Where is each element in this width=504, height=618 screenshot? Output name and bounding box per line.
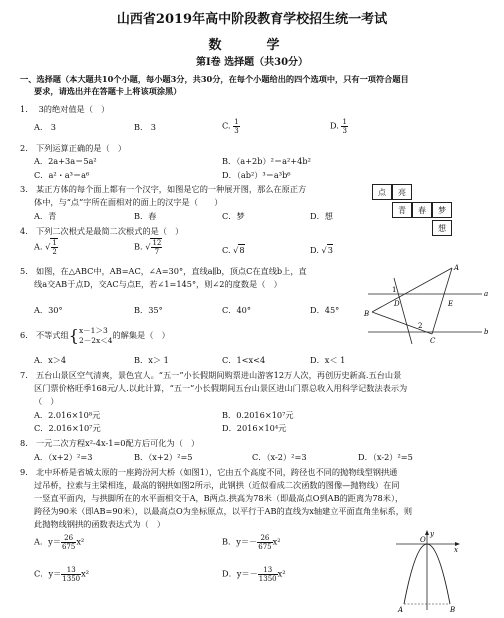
q8-stem: 8. 一元二次方程x²-4x-1=0配方后可化为（ ） — [20, 438, 200, 448]
q5-line1: 5. 如图，在△ABC中，AB=AC，∠A=30°，直线a∥b，顶点C在直线b上，直 — [20, 266, 307, 276]
net-cell-dian: 点 — [372, 184, 392, 200]
q4-b-fraction — [151, 239, 162, 256]
q9-c-lhs: y＝ — [48, 568, 62, 579]
label-x: x — [454, 546, 458, 554]
label-B: B — [364, 310, 370, 318]
q4-b-numerator: 12 — [152, 239, 162, 247]
label-B: B — [450, 606, 456, 614]
q1-option-c-fraction — [233, 118, 239, 135]
label-b: b — [484, 328, 489, 336]
label-1: 1 — [392, 286, 397, 294]
q4-option-a: A. √ $\frac{1}{2}$ — [34, 239, 57, 256]
q9-a-numerator: 26 — [61, 534, 76, 543]
q4-d-radicand: 3 — [327, 245, 333, 255]
q8-option-d: D．（x-2）²=5 — [358, 452, 413, 462]
label-2: 2 — [418, 322, 423, 330]
q8-option-c: C．（x-2）²=3 — [252, 452, 307, 462]
q4-b-denominator: 7 — [154, 248, 160, 256]
q9-option-d-label: D． — [222, 568, 237, 579]
q9-b-numerator: 26 — [257, 534, 272, 543]
label-A: A — [398, 606, 404, 614]
q7-line2: 区门票价格旺季168元/人.以此计算，“五一”小长假期间五台山景区进山门票总收入用科学记数法表示为 — [34, 383, 408, 393]
q9-option-a — [34, 534, 84, 551]
section-heading-line1: 一、选择题（本大题共10个小题，每小题3分，共30分，在每个小题给出的四个选项中，只有一项符合题目 — [20, 74, 409, 84]
q3-line1: 3. 某正方体的每个面上都有一个汉字，如图是它的一种展开图，那么在原正方 — [20, 184, 307, 194]
q5-option-a: A．30° — [34, 305, 63, 315]
q4-a-denominator: 2 — [52, 248, 57, 256]
q9-line3: 一竖直平面内，与拱脚所在的水平面相交于A，B两点.拱高为78米（即最高点O到AB的距离为78米）， — [34, 493, 404, 503]
q6-stem-prefix: 6. 不等式组 — [20, 330, 69, 340]
q2-option-c: C．a²・a³＝a⁶ — [34, 170, 90, 180]
q2-stem: 2. 下列运算正确的是（ ） — [20, 143, 127, 153]
q5-option-b: B．35° — [134, 305, 163, 315]
net-cell-qing: 青 — [392, 202, 412, 218]
q9-option-b — [222, 534, 281, 551]
q2-option-a: A．2a+3a＝5a² — [34, 156, 97, 166]
q1-option-d — [330, 118, 348, 135]
label-E: E — [448, 300, 454, 308]
q1-stem: 1. 3的绝对值是（ ） — [20, 104, 110, 114]
q9-d-lhs: y＝－ — [236, 568, 258, 579]
q1-option-a: A. 3 — [34, 122, 56, 132]
q1-option-d-fraction — [341, 118, 347, 135]
label-A: A — [454, 264, 460, 272]
q9-c-denominator: 1350 — [62, 575, 81, 583]
net-cell-liang: 亮 — [392, 184, 412, 200]
label-O: O — [420, 536, 426, 544]
q9-option-c — [34, 566, 89, 583]
q1-option-c-label: C. — [222, 120, 231, 131]
q9-line2: 过吊桥，拉索与主梁相连，最高的钢拱如图2所示，此钢拱（近似看成二次函数的图像—抛物线）在同 — [34, 480, 400, 490]
q8-option-a: A．（x+2）²=3 — [34, 452, 93, 462]
label-D: D — [394, 300, 400, 308]
q9-line4: 跨径为90米（即AB=90米），以最高点O为坐标原点，以平行于AB的直线为x轴建立平面直角坐标系，则 — [34, 506, 413, 516]
q7-line1: 7. 五台山景区空气清爽，景色宜人。“五一”小长假期间购票进山游客12万人次，再创历史新高.五台山景 — [20, 370, 402, 380]
q9-option-a-label: A． — [34, 536, 49, 547]
net-cell-xiang: 想 — [432, 220, 452, 236]
q9-line1: 9. 北中环桥是省城太原的一座跨汾河大桥（如图1），它由五个高度不同，跨径也不同的抛物线型钢拱通 — [20, 467, 398, 477]
q7-option-a: A．2.016×10⁸元 — [34, 410, 101, 420]
net-cell-meng: 梦 — [432, 202, 452, 218]
q4-option-d: D. √3 — [310, 245, 333, 255]
q6-inequality-2: 2－2x＜4 — [78, 336, 113, 345]
q3-line2: 体中，与“点”字所在面相对的面上的汉字是（ ） — [34, 197, 223, 207]
q1-c-numerator: 1 — [234, 118, 239, 126]
q8-option-b: B．（x+2）²=5 — [134, 452, 193, 462]
q1-option-c — [222, 118, 240, 135]
q4-stem: 4. 下列二次根式是最简二次根式的是（ ） — [20, 226, 184, 236]
q9-b-lhs: y＝－ — [236, 536, 258, 547]
volume-title: 第Ⅰ卷 选择题（共30分） — [195, 57, 309, 68]
q1-d-numerator: 1 — [342, 118, 347, 126]
parabola-figure — [392, 530, 462, 614]
q4-a-fraction — [51, 239, 57, 256]
q9-a-lhs: y＝ — [48, 536, 61, 547]
q4-option-b-label: B. — [134, 241, 143, 252]
q5-option-c: C．40° — [222, 305, 251, 315]
label-a: a — [484, 290, 489, 298]
q4-option-a-label: A. — [34, 241, 43, 252]
q4-option-c-label: C. — [222, 245, 231, 255]
section-heading-line2: 要求，请选出并在答题卡上将该项涂黑） — [34, 86, 182, 96]
q1-option-d-label: D. — [330, 120, 339, 131]
q1-c-denominator: 3 — [234, 127, 239, 135]
q9-b-tail: x² — [272, 536, 281, 547]
q9-d-tail: x² — [277, 568, 286, 579]
q5-option-d: D．45° — [310, 305, 340, 315]
q3-option-b: B．春 — [134, 211, 157, 221]
q1-d-denominator: 3 — [342, 127, 347, 135]
q9-option-b-label: B． — [222, 536, 237, 547]
q2-option-b: B．（a+2b）²＝a²+4b² — [222, 156, 311, 166]
q3-option-d: D．想 — [310, 211, 333, 221]
q4-c-radicand: 8 — [239, 245, 245, 255]
q3-option-a: A．青 — [34, 211, 57, 221]
q4-option-c: C. √8 — [222, 245, 245, 255]
q4-option-d-label: D. — [310, 245, 319, 255]
q6-option-a: A．x＞4 — [34, 355, 67, 365]
subject-title: 数 学 — [208, 38, 296, 53]
q6-option-d: D．x＜ 1 — [310, 355, 346, 365]
q4-option-b: B. √ $\frac{12}{7}$ — [134, 239, 162, 256]
q6-stem: 6. 不等式组{ x－1＞3 2－2x＜4 的解集是（ ） — [20, 326, 170, 345]
q9-c-numerator: 13 — [61, 566, 81, 575]
q6-option-b: B．x＞ 1 — [134, 355, 169, 365]
q6-option-c: C．1<x<4 — [222, 355, 266, 365]
q7-option-b: B．0.2016×10⁷元 — [222, 410, 294, 420]
q7-line3: （ ） — [34, 396, 59, 406]
q9-line5: 此抛物线钢拱的函数表达式为（ ） — [34, 519, 166, 529]
label-C: C — [430, 337, 436, 345]
q7-option-c: C．2.016×10⁷元 — [34, 423, 101, 433]
q9-b-denominator: 675 — [258, 543, 272, 551]
net-cell-chun: 春 — [412, 202, 432, 218]
q5-line2: 线a交AB于点D，交AC与点E，若∠1=145°，则∠2的度数是（ ） — [34, 279, 282, 289]
exam-title: 山西省2019年高中阶段教育学校招生统一考试 — [116, 12, 388, 27]
q9-d-denominator: 1350 — [258, 575, 277, 583]
q1-option-b: B. 3 — [134, 122, 157, 132]
q9-option-c-label: C． — [34, 568, 49, 579]
q9-option-d — [222, 566, 286, 583]
label-y: y — [430, 530, 434, 538]
q6-inequality-1: x－1＞3 — [78, 326, 108, 335]
q9-a-tail: x² — [76, 536, 85, 547]
q9-d-numerator: 13 — [258, 566, 278, 575]
q9-c-tail: x² — [81, 568, 90, 579]
q7-option-d: D．2016×10⁴元 — [222, 423, 287, 433]
q6-stem-tail: 的解集是（ ） — [112, 330, 170, 340]
q2-option-d: D．（ab²）³＝a³b⁶ — [222, 170, 291, 180]
q3-option-c: C．梦 — [222, 211, 245, 221]
q9-a-denominator: 675 — [61, 543, 76, 551]
q4-a-numerator: 1 — [52, 239, 57, 247]
triangle-figure — [364, 262, 494, 346]
